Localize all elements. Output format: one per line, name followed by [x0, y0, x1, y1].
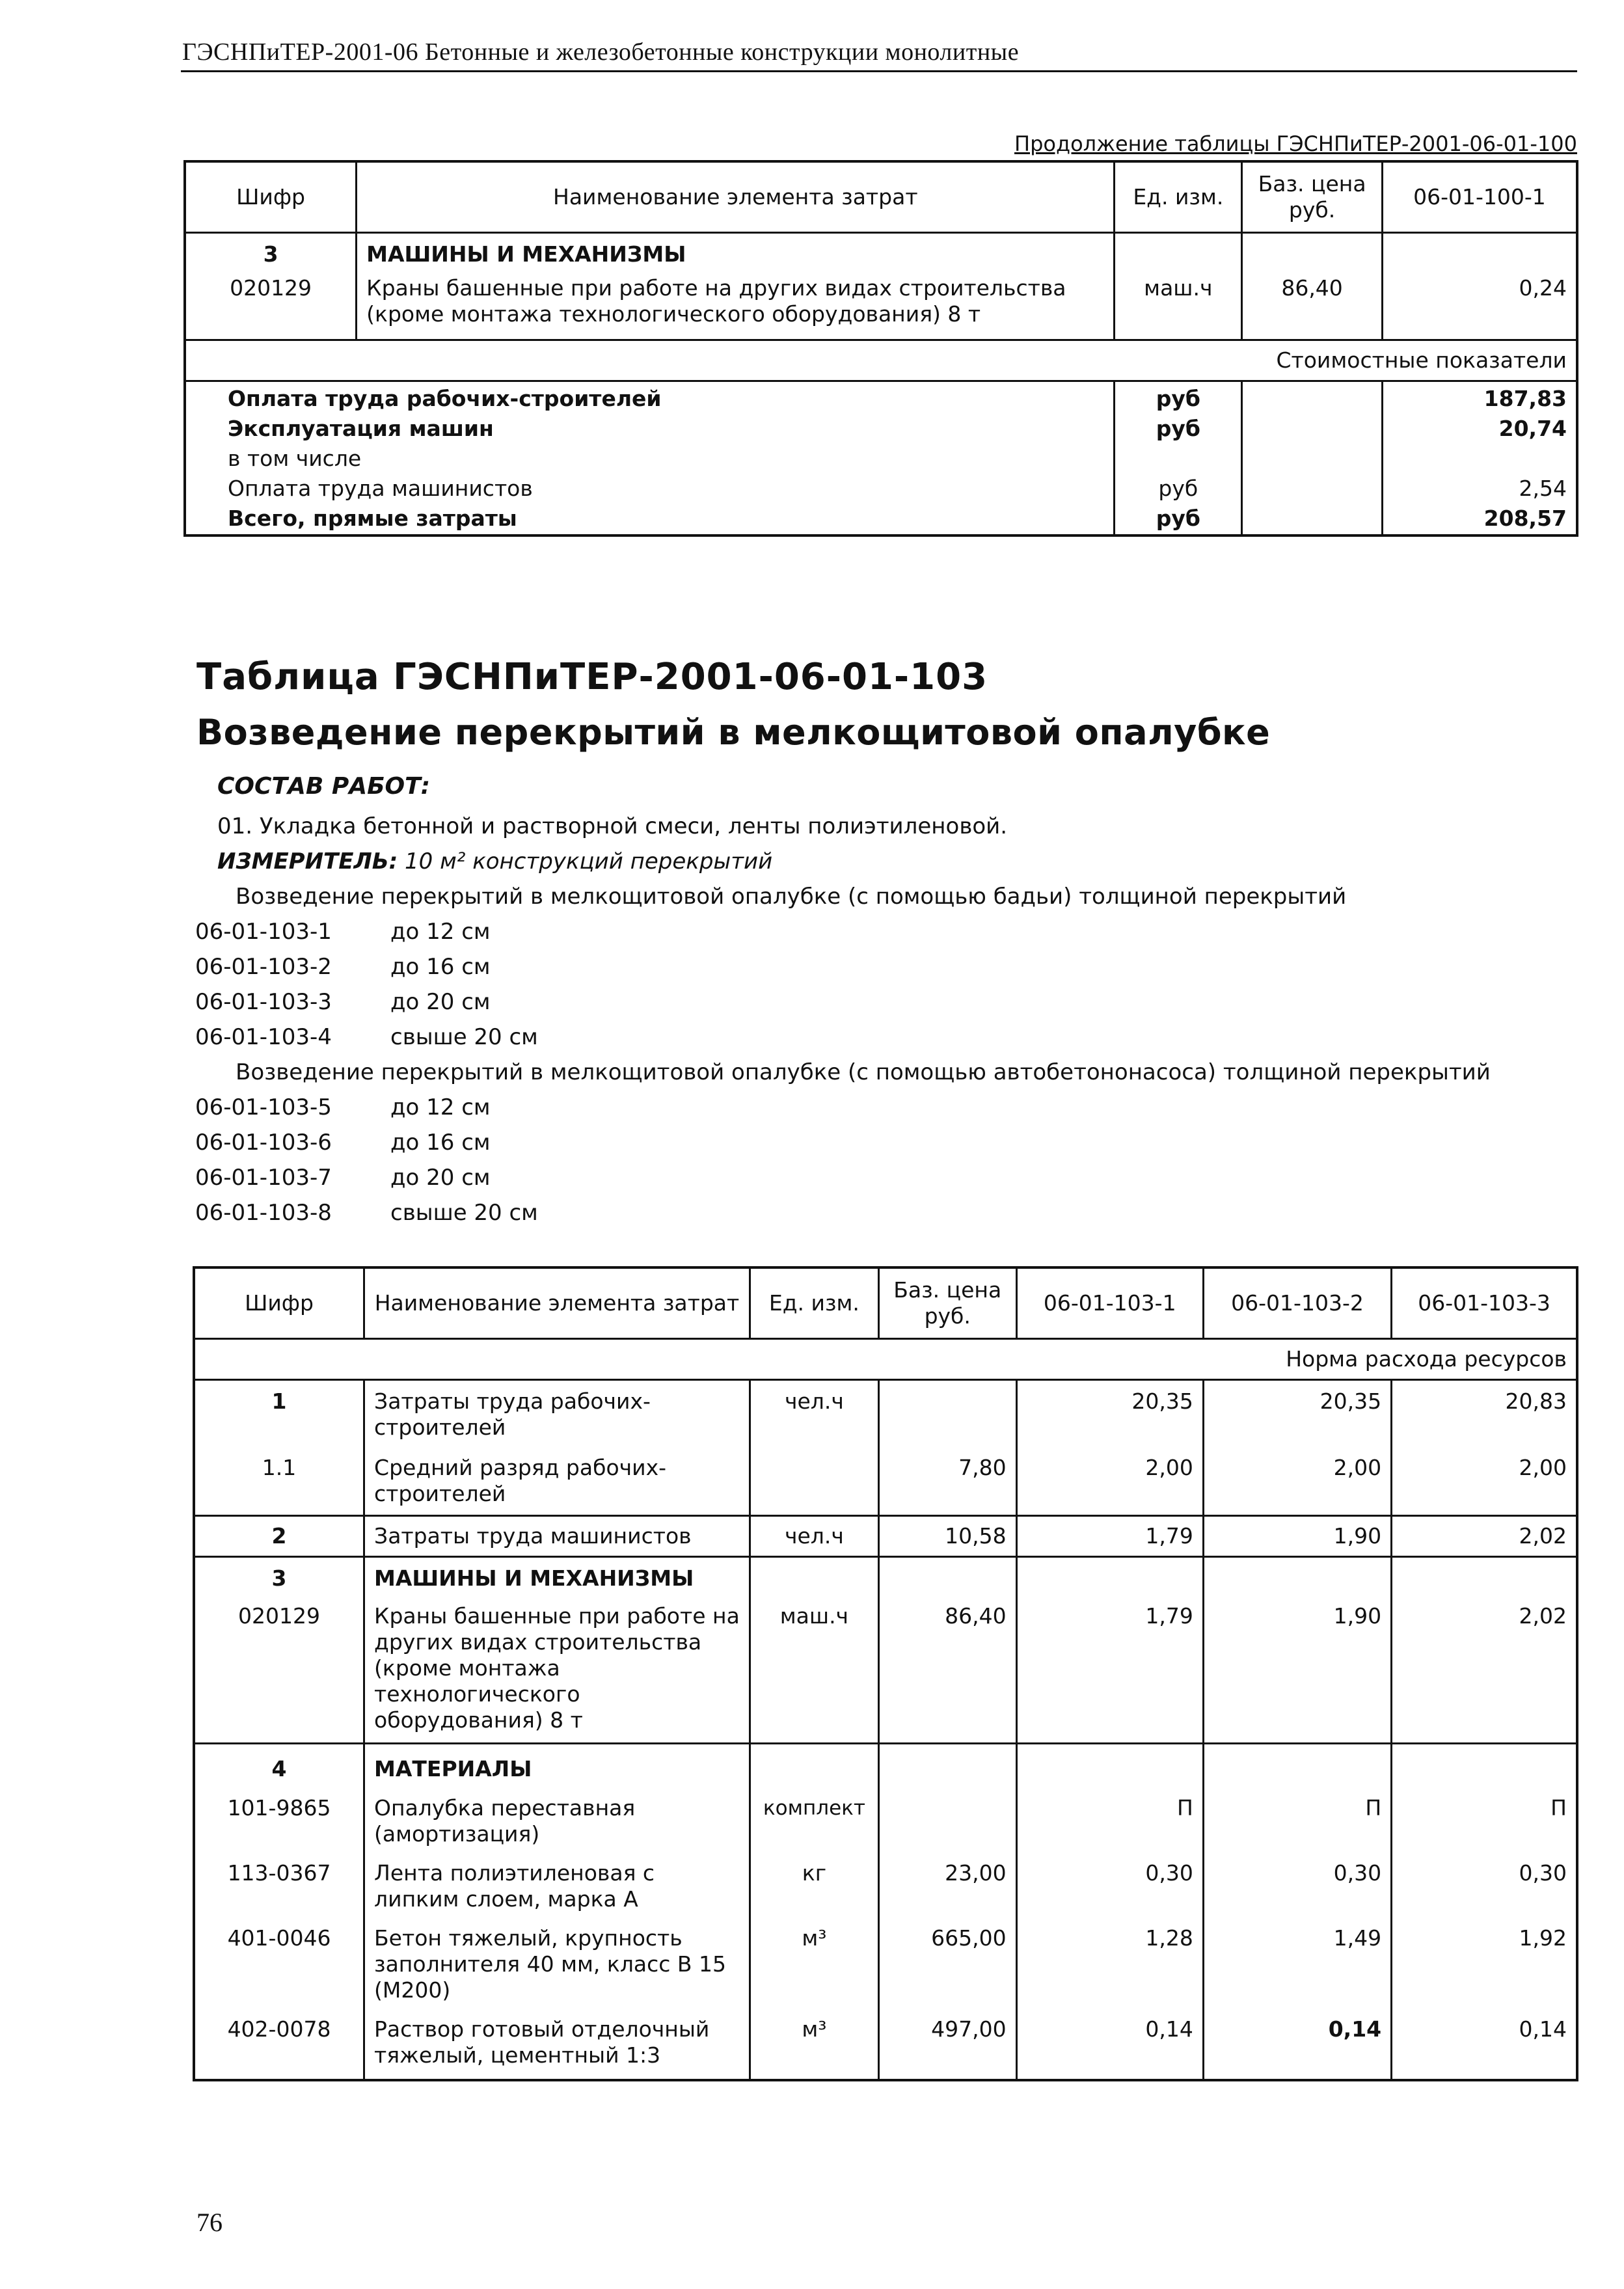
row-unit: маш.ч: [1115, 267, 1242, 340]
row-name: Краны башенные при работе на других видах строительства (кроме монтажа технологического оборудования) 8 т: [364, 1591, 750, 1744]
row-unit: маш.ч: [750, 1591, 878, 1744]
table-row: [194, 1912, 1577, 2003]
continuation-caption: Продолжение таблицы ГЭСНПиТЕР-2001-06-01-100: [1014, 131, 1577, 156]
item-text: свыше 20 см: [390, 1024, 538, 1050]
row-name: Опалубка переставная (амортизация): [364, 1782, 750, 1847]
row-name: Средний разряд рабочих-строителей: [364, 1441, 750, 1516]
item-code: 06-01-103-8: [195, 1200, 332, 1226]
row-unit: м³: [750, 1912, 878, 2003]
row-value-3: 20,83: [1392, 1380, 1577, 1441]
table-row: [194, 1782, 1577, 1847]
table-row: [194, 1441, 1577, 1516]
row-code: 113-0367: [194, 1847, 364, 1912]
row-name: Затраты труда рабочих-строителей: [364, 1380, 750, 1441]
item-code: 06-01-103-7: [195, 1165, 332, 1191]
row-unit: чел.ч: [750, 1380, 878, 1441]
cost-unit: руб: [1115, 472, 1242, 502]
row-price: 86,40: [1242, 267, 1383, 340]
table-row: [194, 2003, 1577, 2080]
row-name: Затраты труда машинистов: [364, 1516, 750, 1557]
row-code: 3: [194, 1557, 364, 1592]
row-value-2: П: [1203, 1782, 1391, 1847]
cost-value: 208,57: [1382, 502, 1577, 535]
row-value-2: 2,00: [1203, 1441, 1391, 1516]
item-text: до 12 см: [390, 919, 491, 945]
table-title: Таблица ГЭСНПиТЕР-2001-06-01-103: [196, 656, 988, 698]
item-text: до 20 см: [390, 1165, 491, 1191]
row-code: 4: [194, 1744, 364, 1783]
table-row: [185, 472, 1577, 502]
item-text: до 20 см: [390, 989, 491, 1015]
col-header-price: Баз. цена руб.: [1242, 161, 1383, 233]
row-unit: м³: [750, 2003, 878, 2080]
table-row: [194, 1516, 1577, 1557]
row-code: 402-0078: [194, 2003, 364, 2080]
table-row: [185, 442, 1577, 472]
table-header-row: [185, 161, 1577, 233]
table-row: [185, 381, 1577, 413]
row-price: 7,80: [878, 1441, 1016, 1516]
item-code: 06-01-103-2: [195, 954, 332, 980]
row-value-1: 1,79: [1016, 1516, 1203, 1557]
col-header-norm-1: 06-01-103-1: [1016, 1267, 1203, 1339]
cost-name: Оплата труда рабочих-строителей: [228, 386, 662, 411]
band-row: [194, 1339, 1577, 1380]
table-103: [193, 1266, 1578, 2081]
table-row: [194, 1847, 1577, 1912]
group2-description: Возведение перекрытий в мелкощитовой опалубке (с помощью автобетононасоса) толщиной перекрытий: [236, 1059, 1491, 1085]
band-row: [185, 340, 1577, 381]
row-price: 23,00: [878, 1847, 1016, 1912]
row-value-2: 20,35: [1203, 1380, 1391, 1441]
izmeritel-label: ИЗМЕРИТЕЛЬ:: [217, 848, 398, 874]
header-rule: [181, 70, 1577, 72]
table-subtitle: Возведение перекрытий в мелкощитовой опалубке: [196, 712, 1271, 753]
table-row: [194, 1591, 1577, 1744]
row-name: Лента полиэтиленовая с липким слоем, марка А: [364, 1847, 750, 1912]
row-price: 86,40: [878, 1591, 1016, 1744]
cost-name: Всего, прямые затраты: [228, 506, 517, 531]
col-header-name: Наименование элемента затрат: [364, 1267, 750, 1339]
row-name: МАШИНЫ И МЕХАНИЗМЫ: [364, 1557, 750, 1592]
table-row: [185, 267, 1577, 340]
row-value-1: 20,35: [1016, 1380, 1203, 1441]
col-header-norm-3: 06-01-103-3: [1392, 1267, 1577, 1339]
row-unit: комплект: [750, 1782, 878, 1847]
row-code: 3: [185, 233, 357, 268]
row-price: [878, 1380, 1016, 1441]
row-code: 2: [194, 1516, 364, 1557]
item-text: до 12 см: [390, 1094, 491, 1120]
band-label: Стоимостные показатели: [185, 340, 1577, 381]
cost-value: 20,74: [1382, 412, 1577, 442]
cost-name: Эксплуатация машин: [228, 416, 494, 441]
band-label: Норма расхода ресурсов: [194, 1339, 1577, 1380]
row-value-3: 2,02: [1392, 1516, 1577, 1557]
row-value-3: 2,02: [1392, 1591, 1577, 1744]
col-header-code: Шифр: [185, 161, 357, 233]
row-name: Бетон тяжелый, крупность заполнителя 40 мм, класс В 15 (М200): [364, 1912, 750, 2003]
table-row: [185, 412, 1577, 442]
table-row: [185, 502, 1577, 535]
item-code: 06-01-103-6: [195, 1130, 332, 1156]
row-value-3: 0,30: [1392, 1847, 1577, 1912]
row-name: Раствор готовый отделочный тяжелый, цементный 1:3: [364, 2003, 750, 2080]
row-unit: чел.ч: [750, 1516, 878, 1557]
row-value-2: 0,30: [1203, 1847, 1391, 1912]
row-name: МАШИНЫ И МЕХАНИЗМЫ: [357, 233, 1115, 268]
col-header-norm-2: 06-01-103-2: [1203, 1267, 1391, 1339]
col-header-unit: Ед. изм.: [750, 1267, 878, 1339]
item-text: до 16 см: [390, 954, 491, 980]
row-value-2: 1,90: [1203, 1591, 1391, 1744]
row-value-1: П: [1016, 1782, 1203, 1847]
cost-value: 187,83: [1382, 381, 1577, 413]
row-value-1: 0,30: [1016, 1847, 1203, 1912]
row-price: [878, 1782, 1016, 1847]
table-row: [194, 1380, 1577, 1441]
row-code: 1.1: [194, 1441, 364, 1516]
cost-unit: руб: [1115, 502, 1242, 535]
row-value-3: 0,14: [1392, 2003, 1577, 2080]
col-header-norm: 06-01-100-1: [1382, 161, 1577, 233]
row-name: МАТЕРИАЛЫ: [364, 1744, 750, 1783]
item-code: 06-01-103-5: [195, 1094, 332, 1120]
row-code: 020129: [185, 267, 357, 340]
table-row: [194, 1557, 1577, 1592]
row-value-2: 1,49: [1203, 1912, 1391, 2003]
row-unit: [750, 1441, 878, 1516]
page-number: 76: [196, 2208, 223, 2237]
izmeritel: [217, 848, 772, 874]
item-text: до 16 см: [390, 1130, 491, 1156]
cost-value: 2,54: [1382, 472, 1577, 502]
table-row: [194, 1744, 1577, 1783]
row-value-3: 1,92: [1392, 1912, 1577, 2003]
col-header-unit: Ед. изм.: [1115, 161, 1242, 233]
row-price: 10,58: [878, 1516, 1016, 1557]
sostav-item: 01. Укладка бетонной и растворной смеси, ленты полиэтиленовой.: [217, 813, 1008, 839]
sostav-label: СОСТАВ РАБОТ:: [217, 773, 431, 800]
table-continuation: [183, 160, 1578, 537]
cost-name: Оплата труда машинистов: [228, 476, 533, 501]
running-header: ГЭСНПиТЕР-2001-06 Бетонные и железобетонные конструкции монолитные: [182, 38, 1020, 66]
row-name: Краны башенные при работе на других видах строительства (кроме монтажа технологического оборудования) 8 т: [357, 267, 1115, 340]
row-code: 101-9865: [194, 1782, 364, 1847]
row-price: 497,00: [878, 2003, 1016, 2080]
row-code: 401-0046: [194, 1912, 364, 2003]
row-value-1: 0,14: [1016, 2003, 1203, 2080]
row-value-1: 1,79: [1016, 1591, 1203, 1744]
row-value-2: 0,14: [1203, 2003, 1391, 2080]
row-value-1: 1,28: [1016, 1912, 1203, 2003]
row-price: 665,00: [878, 1912, 1016, 2003]
row-value-1: 2,00: [1016, 1441, 1203, 1516]
cost-unit: руб: [1115, 381, 1242, 413]
col-header-name: Наименование элемента затрат: [357, 161, 1115, 233]
row-value-3: П: [1392, 1782, 1577, 1847]
item-text: свыше 20 см: [390, 1200, 538, 1226]
row-value: 0,24: [1382, 267, 1577, 340]
item-code: 06-01-103-3: [195, 989, 332, 1015]
item-code: 06-01-103-4: [195, 1024, 332, 1050]
row-code: 1: [194, 1380, 364, 1441]
row-unit: кг: [750, 1847, 878, 1912]
group1-description: Возведение перекрытий в мелкощитовой опалубке (с помощью бадьи) толщиной перекрытий: [236, 884, 1347, 910]
row-code: 020129: [194, 1591, 364, 1744]
col-header-code: Шифр: [194, 1267, 364, 1339]
cost-name: в том числе: [228, 446, 362, 471]
table-header-row: [194, 1267, 1577, 1339]
row-value-2: 1,90: [1203, 1516, 1391, 1557]
cost-unit: руб: [1115, 412, 1242, 442]
col-header-price: Баз. цена руб.: [878, 1267, 1016, 1339]
item-code: 06-01-103-1: [195, 919, 332, 945]
table-row: [185, 233, 1577, 268]
izmeritel-text: 10 м² конструкций перекрытий: [405, 848, 773, 874]
row-value-3: 2,00: [1392, 1441, 1577, 1516]
